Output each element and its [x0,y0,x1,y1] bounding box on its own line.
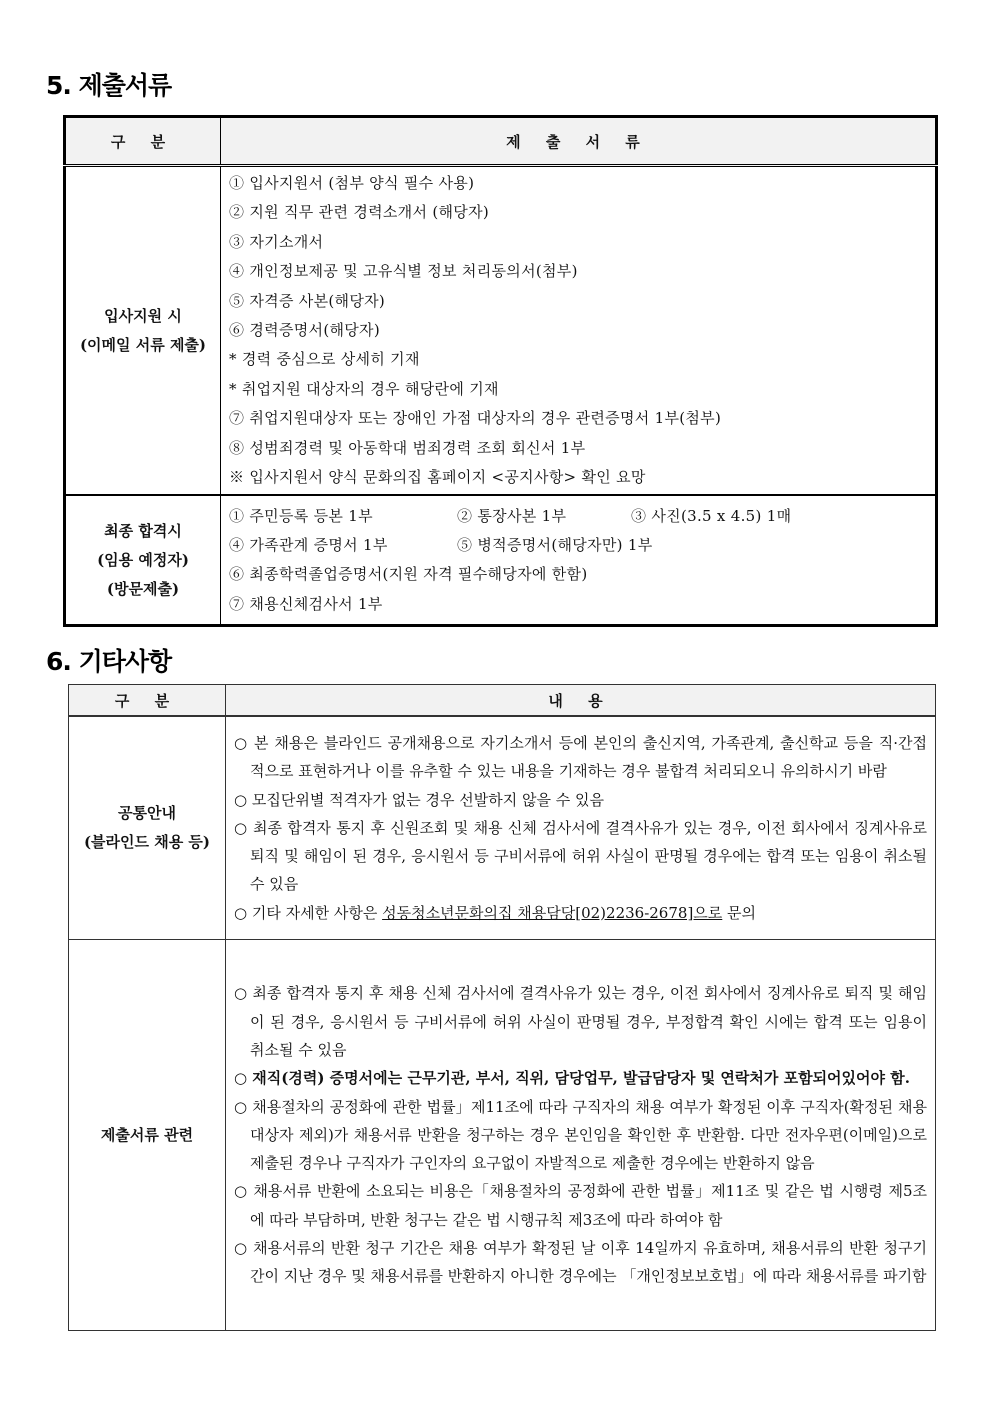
list-item: ④ 가족관계 증명서 1부 ⑤ 병적증명서(해당자만) 1부 [229,536,653,555]
list-item: ○ 본 채용은 블라인드 공개채용으로 자기소개서 등에 본인의 출신지역, 가족관계, 출신학교 등을 직·간접적으로 표현하거나 이를 유추할 수 있는 내용을 기재하는 경우 불합격 처리되오니 유의하시기 바람 [234,733,927,781]
list-item: ○ 채용서류 반환에 소요되는 비용은「채용절차의 공정화에 관한 법률」제11조 및 같은 법 시행령 제5조에 따라 부담하며, 반환 청구는 같은 법 시행규칙 제3조에 따라 하여야 함 [234,1182,927,1229]
common-notes [226,716,936,940]
header-content: 내 용 [226,685,936,717]
header-documents: 제 출 서 류 [221,117,937,166]
list-item: ⑤ 자격증 사본(해당자) [229,291,386,310]
table-row [69,940,936,1331]
contact-info: 성동청소년문화의집 채용담당[02)2236-2678]으로 [382,903,723,922]
section-6-title: 6. 기타사항 [46,647,172,676]
list-item: ○ 채용절차의 공정화에 관한 법률」제11조에 따라 구직자의 채용 여부가 확정된 이후 구직자(확정된 채용 대상자 제외)가 채용서류 반환을 청구하는 경우 본인임을 확인한 후 반환함. 다만 전자우편(이메일)으로 제출된 경우나 구직자가 구인자의 요구없이 자발적으로 제출한 경우에는 반환하지 않음 [234,1097,927,1173]
list-item: ○ 모집단위별 적격자가 없는 경우 선발하지 않을 수 있음 [234,790,605,809]
row-label-docs: 제출서류 관련 [69,940,226,1331]
list-item: ⑦ 취업지원대상자 또는 장애인 가점 대상자의 경우 관련증명서 1부(첨부) [229,409,722,428]
list-item: ※ 입사지원서 양식 문화의집 홈페이지 <공지사항> 확인 요망 [229,468,646,487]
header-category: 구 분 [69,685,226,717]
list-item: ④ 개인정보제공 및 고유식별 정보 처리동의서(첨부) [229,262,578,281]
list-item: ① 주민등록 등본 1부 ② 통장사본 1부 ③ 사진(3.5 x 4.5) 1매 [229,506,792,525]
application-document-list [221,166,937,496]
final-document-list [221,495,937,626]
list-item: ⑧ 성범죄경력 및 아동학대 범죄경력 조회 회신서 1부 [229,438,586,457]
table-header-row [65,117,937,166]
row-label-common: 공통안내 (블라인드 채용 등) [69,716,226,940]
list-item: * 취업지원 대상자의 경우 해당란에 기재 [229,379,499,398]
list-item: * 경력 중심으로 상세히 기재 [229,350,420,369]
list-item: ③ 자기소개서 [229,232,324,251]
table-row [65,495,937,626]
submission-documents-table [63,115,938,627]
row-label-final: 최종 합격시 (임용 예정자) (방문제출) [65,495,221,626]
list-item: ○ 재직(경력) 증명서에는 근무기관, 부서, 직위, 담당업무, 발급담당자 및 연락처가 포함되어있어야 함. [234,1069,910,1088]
table-row [65,166,937,496]
list-item: ○ 최종 합격자 통지 후 신원조회 및 채용 신체 검사서에 결격사유가 있는 경우, 이전 회사에서 징계사유로 퇴직 및 해임이 된 경우, 응시원서 등 구비서류에 허위 사실이 판명될 경우에는 합격 또는 임용이 취소될 수 있음 [234,818,927,894]
list-item: ② 지원 직무 관련 경력소개서 (해당자) [229,203,490,222]
list-item: ⑦ 채용신체검사서 1부 [229,594,383,613]
table-row [69,716,936,940]
list-item: ○ 최종 합격자 통지 후 채용 신체 검사서에 결격사유가 있는 경우, 이전 회사에서 징계사유로 퇴직 및 해임이 된 경우, 응시원서 등 구비서류에 허위 사실이 판명될 경우, 부정합격 확인 시에는 합격 또는 임용이 취소될 수 있음 [234,984,927,1059]
header-category: 구 분 [65,117,221,166]
list-item: ⑥ 경력증명서(해당자) [229,321,380,340]
section-5-title: 5. 제출서류 [46,71,172,100]
list-item: ① 입사지원서 (첨부 양식 필수 사용) [229,174,475,192]
list-item: ⑥ 최종학력졸업증명서(지원 자격 필수해당자에 한함) [229,565,588,584]
list-item: ○ 기타 자세한 사항은 성동청소년문화의집 채용담당[02)2236-2678]으로 문의 [234,903,757,922]
other-notes-table [68,684,936,1331]
table-header-row [69,685,936,717]
row-label-application: 입사지원 시 (이메일 서류 제출) [65,166,221,496]
document-notes [226,940,936,1331]
list-item: ○ 채용서류의 반환 청구 기간은 채용 여부가 확정된 날 이후 14일까지 유효하며, 채용서류의 반환 청구기간이 지난 경우 및 채용서류를 반환하지 아니한 경우에는 「개인정보보호법」에 따라 채용서류를 파기함 [234,1239,927,1286]
